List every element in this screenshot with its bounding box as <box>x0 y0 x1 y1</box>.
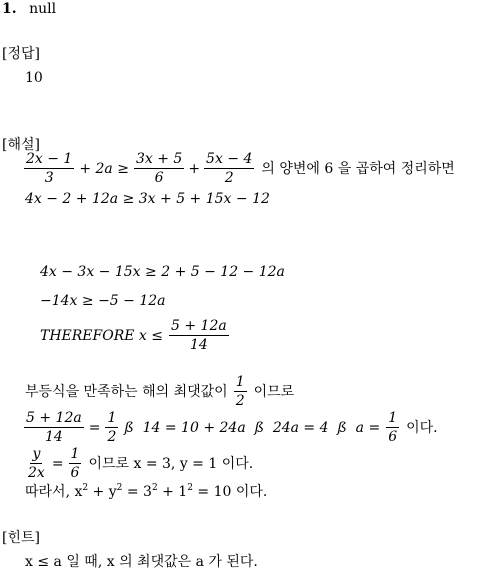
expr-plus: + <box>188 160 201 177</box>
fraction-denominator: 14 <box>189 337 208 353</box>
fraction-denominator: 6 <box>154 170 164 186</box>
problem-number: 1. <box>2 1 17 17</box>
explanation-line2: 4x − 2 + 12a ≥ 3x + 5 + 15x − 12 <box>25 191 270 207</box>
explanation-line1 <box>22 151 455 186</box>
fraction-2 <box>134 151 184 186</box>
hint-heading: [힌트] <box>2 530 40 546</box>
fraction-numerator: 5x − 4 <box>206 151 253 167</box>
fraction-denominator: 2 <box>224 170 234 186</box>
fraction-denominator: 2 <box>107 429 117 445</box>
expr-mid: ß 14 = 10 + 24a ß 24a = 4 ß a = <box>124 419 381 436</box>
fraction-numerator: 1 <box>235 374 245 390</box>
expr-equals: = <box>88 419 101 436</box>
fraction-denominator: 2x <box>28 465 45 481</box>
fraction-numerator: 5 + 12a <box>26 410 82 426</box>
fraction-4b <box>105 410 118 445</box>
fraction-numerator: 3x + 5 <box>135 151 183 167</box>
fraction-half <box>234 374 247 409</box>
fraction-denominator: 6 <box>70 465 80 481</box>
exponent: 2 <box>116 483 123 493</box>
expr-mid: + 2a ≥ <box>79 160 129 177</box>
fraction-denominator: 6 <box>388 429 398 445</box>
line6-tail: = 10 이다. <box>192 484 268 500</box>
line3-text: 부등식을 만족하는 해의 최댓값이 <box>25 383 228 400</box>
fraction-3 <box>204 151 254 186</box>
line6-mid1: + y <box>88 484 117 500</box>
explanation-line3 <box>25 374 294 409</box>
expr-tail: 이므로 x = 3, y = 1 이다. <box>88 455 254 472</box>
line3-tail: 이므로 <box>253 383 295 400</box>
therefore-text: THEREFORE x ≤ <box>40 327 164 344</box>
fraction-numerator: 5 + 12a <box>171 318 227 334</box>
fraction-numerator: y <box>32 446 41 462</box>
line6-pre: 따라서, x <box>25 484 83 500</box>
fraction-5a <box>26 446 47 481</box>
exponent: 2 <box>187 483 193 493</box>
fraction-numerator: 1 <box>107 410 117 426</box>
line6-mid2: = 3 <box>122 484 152 500</box>
explanation-line5 <box>24 446 253 481</box>
fraction-numerator: 1 <box>70 446 80 462</box>
exponent: 2 <box>82 483 89 493</box>
fraction-therefore <box>169 318 229 353</box>
hint-text: x ≤ a 일 때, x 의 최댓값은 a 가 된다. <box>25 554 258 570</box>
expr-tail: 의 양변에 6 을 곱하여 정리하면 <box>261 160 455 177</box>
exponent: 2 <box>151 483 158 493</box>
explanation-line6 <box>25 484 267 500</box>
derivation-step3 <box>40 318 231 353</box>
answer-value: 10 <box>25 70 43 86</box>
derivation-step2: −14x ≥ −5 − 12a <box>40 293 166 309</box>
fraction-denominator: 2 <box>235 393 245 409</box>
problem-text: null <box>29 1 57 17</box>
line6-mid3: + 1 <box>157 484 188 500</box>
explanation-line4 <box>22 410 438 445</box>
fraction-numerator: 2x − 1 <box>26 151 73 167</box>
answer-heading: [정답] <box>2 46 40 62</box>
fraction-denominator: 14 <box>44 429 63 445</box>
explanation-heading: [해설] <box>2 137 40 153</box>
expr-tail: 이다. <box>406 419 438 436</box>
expr-equals: = <box>51 455 64 472</box>
fraction-4c <box>386 410 399 445</box>
fraction-1 <box>24 151 74 186</box>
fraction-numerator: 1 <box>388 410 398 426</box>
derivation-step1: 4x − 3x − 15x ≥ 2 + 5 − 12 − 12a <box>40 264 285 280</box>
fraction-5b <box>69 446 82 481</box>
problem-header <box>2 1 56 17</box>
fraction-4a <box>24 410 84 445</box>
fraction-denominator: 3 <box>44 170 54 186</box>
